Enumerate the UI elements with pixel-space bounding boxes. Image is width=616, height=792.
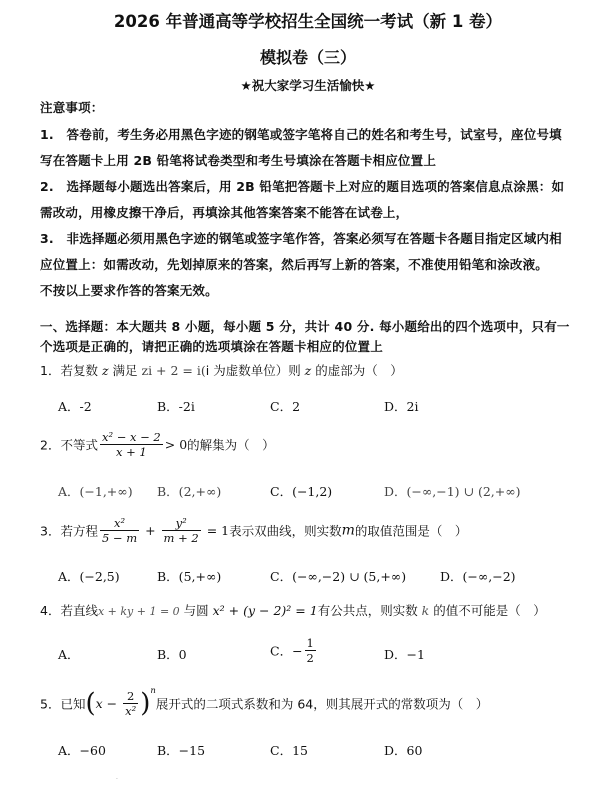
q3-option-a[interactable]: A．(−2,5) [58, 569, 120, 584]
fraction-numerator: y² [162, 516, 201, 531]
q4-option-c[interactable] [270, 636, 318, 665]
question-2-fraction [100, 430, 163, 459]
notice-line: 应位置上：如需改动，先划掉原来的答案，然后再写上新的答案，不准使用铅笔和涂改液。 [40, 257, 549, 272]
q5-option-b[interactable]: B．−15 [157, 743, 206, 758]
q4-option-a[interactable]: A． [58, 647, 80, 662]
notice-line: 不按以上要求作答的答案无效。 [40, 283, 218, 298]
plus-sign: + [141, 523, 160, 538]
fraction-numerator: 1 [306, 636, 314, 650]
section-heading-line1: 一、选择题：本大题共 8 小题，每小题 5 分，共计 40 分. 每小题给出的四个选项中，只有一 [40, 319, 570, 334]
q1-option-d[interactable]: D．2i [384, 399, 419, 414]
question-3-fraction-y [162, 516, 201, 545]
q4-option-c-label: C．− [270, 643, 303, 659]
q1-option-b[interactable]: B．-2i [157, 399, 195, 414]
q3-option-b[interactable]: B．(5,+∞) [157, 569, 222, 584]
fraction-denominator: 2 [306, 651, 314, 665]
q3-option-d[interactable]: D．(−∞,−2) [440, 569, 516, 584]
notice-line: 3. 非选择题必须用黑色字迹的钢笔或签字笔作答，答案必须写在答题卡各题目指定区域内相 [40, 231, 562, 246]
question-1-text: i 为虚数单位）则 [205, 363, 305, 378]
question-3-fraction-x [100, 516, 139, 545]
question-5-prefix: 5．已知 [40, 696, 86, 712]
notice-line: 1. 答卷前，考生务必用黑色字迹的钢笔或签字笔将自己的姓名和考生号，试室号，座位号填 [40, 127, 562, 142]
q2-option-d[interactable]: D．(−∞,−1) ∪ (2,+∞) [384, 484, 521, 499]
left-paren: ( [85, 688, 96, 719]
question-1 [40, 361, 403, 379]
q3-option-c[interactable]: C．(−∞,−2) ∪ (5,+∞) [270, 569, 407, 584]
fraction-denominator: 5 − m [101, 531, 138, 545]
q5-option-c[interactable]: C．15 [270, 743, 308, 758]
q2-option-c[interactable]: C．(−1,2) [270, 484, 333, 499]
q1-option-c[interactable]: C．2 [270, 399, 301, 414]
question-4-var: k [421, 603, 430, 618]
q5-option-a[interactable]: A．−60 [58, 743, 106, 758]
question-5-exponent: n [150, 686, 156, 696]
q2-option-a[interactable]: A．(−1,+∞) [58, 484, 133, 499]
q2-option-b[interactable]: B．(2,+∞) [157, 484, 222, 499]
question-4 [40, 601, 546, 619]
notice-heading: 注意事项： [40, 100, 104, 115]
slogan: ★祝大家学习生活愉快★ [240, 78, 376, 93]
question-3 [40, 516, 467, 545]
notice-line: 2. 选择题每小题选出答案后，用 2B 铅笔把答题卡上对应的题目选项的答案信息点涂黑：如 [40, 179, 565, 194]
q4-option-d[interactable]: D．−1 [384, 647, 425, 662]
notice-line: 需改动，用橡皮擦干净后，再填涂其他答案答案不能答在试卷上， [40, 205, 409, 220]
q1-option-a[interactable]: A．-2 [58, 399, 92, 414]
exam-title: 2026 年普通高等学校招生全国统一考试（新 1 卷） [113, 12, 503, 31]
fraction-denominator: x + 1 [115, 445, 147, 459]
question-5-expression: x − [95, 696, 122, 711]
question-4-text: 与圆 [179, 603, 213, 618]
footer-mark: · [116, 776, 118, 783]
question-2-suffix: 的解集为（ ） [187, 437, 275, 453]
right-paren: ) [140, 688, 151, 719]
question-4-circle-equation: x² + (y − 2)² = 1 [212, 603, 318, 618]
question-4-prefix: 4．若直线 [40, 603, 98, 618]
question-3-relation: = 1 [202, 523, 230, 538]
question-1-equation: zi + 2 = i( [141, 363, 206, 378]
q4-option-c-fraction [305, 636, 316, 665]
q4-option-b[interactable]: B．0 [157, 647, 187, 662]
question-3-suffix: 的取值范围是（ ） [354, 523, 468, 539]
question-1-prefix: 1．若复数 [40, 363, 102, 378]
question-1-text: 满足 [108, 363, 142, 378]
fraction-denominator: x² [125, 704, 137, 718]
question-4-suffix: 的值不可能是（ ） [429, 603, 546, 618]
question-2 [40, 430, 275, 459]
fraction-numerator: 2 [123, 689, 138, 704]
question-2-prefix: 2．不等式 [40, 437, 98, 453]
question-4-line-equation: x + ky + 1 = 0 [97, 605, 180, 618]
question-2-relation: > 0 [164, 437, 188, 452]
question-5-fraction [123, 689, 138, 718]
question-1-suffix: 的虚部为（ ） [311, 363, 403, 378]
question-3-text: 表示双曲线，则实数 [229, 523, 342, 539]
question-3-var: m [341, 522, 355, 539]
question-5 [40, 686, 488, 719]
question-1-var: z [304, 363, 312, 378]
section-heading-line2: 个选项是正确的，请把正确的选项填涂在答题卡相应的位置上 [40, 339, 383, 354]
question-5-suffix: 展开式的二项式系数和为 64，则其展开式的常数项为（ ） [155, 696, 489, 712]
fraction-numerator: x² − x − 2 [101, 430, 161, 444]
question-1-var: z [101, 363, 109, 378]
exam-subtitle: 模拟卷（三） [259, 48, 356, 67]
fraction-denominator: m + 2 [163, 531, 199, 545]
question-4-text: 有公共点，则实数 [317, 603, 422, 618]
fraction-numerator: x² [100, 516, 139, 531]
question-3-prefix: 3．若方程 [40, 523, 98, 539]
notice-line: 写在答题卡上用 2B 铅笔将试卷类型和考生号填涂在答题卡相应位置上 [40, 153, 437, 168]
q5-option-d[interactable]: D．60 [384, 743, 423, 758]
